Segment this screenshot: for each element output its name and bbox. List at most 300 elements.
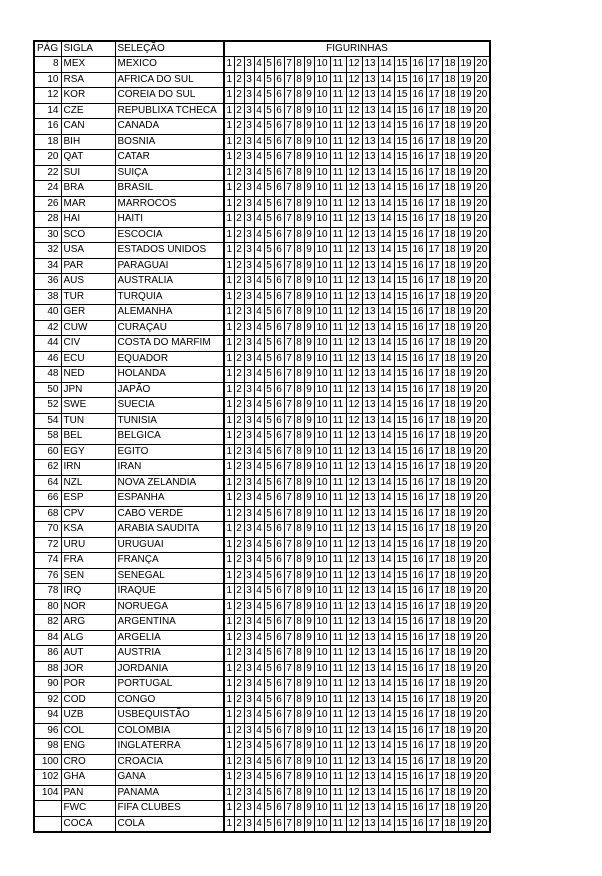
sticker-cell[interactable]: 16 bbox=[410, 553, 426, 569]
sticker-cell[interactable]: 19 bbox=[458, 181, 474, 197]
sticker-cell[interactable]: 20 bbox=[474, 212, 490, 228]
sticker-cell[interactable]: 6 bbox=[274, 119, 284, 135]
sticker-cell[interactable]: 13 bbox=[362, 367, 378, 383]
sticker-cell[interactable]: 6 bbox=[274, 134, 284, 150]
sticker-cell[interactable]: 10 bbox=[314, 692, 330, 708]
sticker-cell[interactable]: 9 bbox=[304, 72, 314, 88]
sticker-cell[interactable]: 16 bbox=[410, 243, 426, 259]
sticker-cell[interactable]: 16 bbox=[410, 289, 426, 305]
sticker-cell[interactable]: 19 bbox=[458, 491, 474, 507]
sticker-cell[interactable]: 1 bbox=[224, 382, 234, 398]
sticker-cell[interactable]: 19 bbox=[458, 553, 474, 569]
sticker-cell[interactable]: 16 bbox=[410, 103, 426, 119]
sticker-cell[interactable]: 8 bbox=[294, 708, 304, 724]
sticker-cell[interactable]: 5 bbox=[264, 615, 274, 631]
sticker-cell[interactable]: 11 bbox=[330, 72, 346, 88]
sticker-cell[interactable]: 8 bbox=[294, 522, 304, 538]
sticker-cell[interactable]: 6 bbox=[274, 475, 284, 491]
sticker-cell[interactable]: 2 bbox=[234, 134, 244, 150]
sticker-cell[interactable]: 20 bbox=[474, 382, 490, 398]
sticker-cell[interactable]: 16 bbox=[410, 816, 426, 832]
sticker-cell[interactable]: 10 bbox=[314, 274, 330, 290]
sticker-cell[interactable]: 11 bbox=[330, 196, 346, 212]
sticker-cell[interactable]: 9 bbox=[304, 754, 314, 770]
sticker-cell[interactable]: 14 bbox=[378, 506, 394, 522]
sticker-cell[interactable]: 2 bbox=[234, 212, 244, 228]
sticker-cell[interactable]: 9 bbox=[304, 305, 314, 321]
sticker-cell[interactable]: 19 bbox=[458, 150, 474, 166]
sticker-cell[interactable]: 11 bbox=[330, 661, 346, 677]
sticker-cell[interactable]: 4 bbox=[254, 336, 264, 352]
sticker-cell[interactable]: 13 bbox=[362, 150, 378, 166]
sticker-cell[interactable]: 12 bbox=[346, 723, 362, 739]
sticker-cell[interactable]: 19 bbox=[458, 119, 474, 135]
sticker-cell[interactable]: 20 bbox=[474, 770, 490, 786]
sticker-cell[interactable]: 1 bbox=[224, 398, 234, 414]
sticker-cell[interactable]: 5 bbox=[264, 816, 274, 832]
sticker-cell[interactable]: 2 bbox=[234, 491, 244, 507]
sticker-cell[interactable]: 17 bbox=[426, 258, 442, 274]
sticker-cell[interactable]: 20 bbox=[474, 181, 490, 197]
sticker-cell[interactable]: 17 bbox=[426, 196, 442, 212]
sticker-cell[interactable]: 12 bbox=[346, 336, 362, 352]
sticker-cell[interactable]: 11 bbox=[330, 584, 346, 600]
sticker-cell[interactable]: 15 bbox=[394, 150, 410, 166]
sticker-cell[interactable]: 11 bbox=[330, 754, 346, 770]
sticker-cell[interactable]: 7 bbox=[284, 599, 294, 615]
sticker-cell[interactable]: 4 bbox=[254, 134, 264, 150]
sticker-cell[interactable]: 15 bbox=[394, 243, 410, 259]
sticker-cell[interactable]: 6 bbox=[274, 398, 284, 414]
sticker-cell[interactable]: 8 bbox=[294, 88, 304, 104]
sticker-cell[interactable]: 18 bbox=[442, 351, 458, 367]
sticker-cell[interactable]: 15 bbox=[394, 491, 410, 507]
sticker-cell[interactable]: 14 bbox=[378, 413, 394, 429]
sticker-cell[interactable]: 2 bbox=[234, 289, 244, 305]
sticker-cell[interactable]: 19 bbox=[458, 274, 474, 290]
sticker-cell[interactable]: 13 bbox=[362, 181, 378, 197]
sticker-cell[interactable]: 20 bbox=[474, 801, 490, 817]
sticker-cell[interactable]: 7 bbox=[284, 801, 294, 817]
sticker-cell[interactable]: 2 bbox=[234, 801, 244, 817]
sticker-cell[interactable]: 8 bbox=[294, 351, 304, 367]
sticker-cell[interactable]: 16 bbox=[410, 584, 426, 600]
sticker-cell[interactable]: 3 bbox=[244, 537, 254, 553]
sticker-cell[interactable]: 8 bbox=[294, 212, 304, 228]
sticker-cell[interactable]: 18 bbox=[442, 72, 458, 88]
sticker-cell[interactable]: 11 bbox=[330, 351, 346, 367]
sticker-cell[interactable]: 4 bbox=[254, 212, 264, 228]
sticker-cell[interactable]: 9 bbox=[304, 646, 314, 662]
sticker-cell[interactable]: 18 bbox=[442, 537, 458, 553]
sticker-cell[interactable]: 6 bbox=[274, 150, 284, 166]
sticker-cell[interactable]: 3 bbox=[244, 103, 254, 119]
sticker-cell[interactable]: 18 bbox=[442, 320, 458, 336]
sticker-cell[interactable]: 17 bbox=[426, 646, 442, 662]
sticker-cell[interactable]: 10 bbox=[314, 336, 330, 352]
sticker-cell[interactable]: 8 bbox=[294, 506, 304, 522]
sticker-cell[interactable]: 16 bbox=[410, 336, 426, 352]
sticker-cell[interactable]: 16 bbox=[410, 460, 426, 476]
sticker-cell[interactable]: 6 bbox=[274, 320, 284, 336]
sticker-cell[interactable]: 18 bbox=[442, 289, 458, 305]
sticker-cell[interactable]: 12 bbox=[346, 630, 362, 646]
sticker-cell[interactable]: 12 bbox=[346, 553, 362, 569]
sticker-cell[interactable]: 6 bbox=[274, 367, 284, 383]
sticker-cell[interactable]: 14 bbox=[378, 196, 394, 212]
sticker-cell[interactable]: 7 bbox=[284, 150, 294, 166]
sticker-cell[interactable]: 4 bbox=[254, 57, 264, 73]
sticker-cell[interactable]: 13 bbox=[362, 398, 378, 414]
sticker-cell[interactable]: 12 bbox=[346, 367, 362, 383]
sticker-cell[interactable]: 2 bbox=[234, 646, 244, 662]
sticker-cell[interactable]: 17 bbox=[426, 181, 442, 197]
sticker-cell[interactable]: 17 bbox=[426, 522, 442, 538]
sticker-cell[interactable]: 3 bbox=[244, 599, 254, 615]
sticker-cell[interactable]: 17 bbox=[426, 119, 442, 135]
sticker-cell[interactable]: 3 bbox=[244, 754, 254, 770]
sticker-cell[interactable]: 13 bbox=[362, 289, 378, 305]
sticker-cell[interactable]: 13 bbox=[362, 57, 378, 73]
sticker-cell[interactable]: 1 bbox=[224, 150, 234, 166]
sticker-cell[interactable]: 12 bbox=[346, 661, 362, 677]
sticker-cell[interactable]: 9 bbox=[304, 382, 314, 398]
sticker-cell[interactable]: 19 bbox=[458, 413, 474, 429]
sticker-cell[interactable]: 11 bbox=[330, 382, 346, 398]
sticker-cell[interactable]: 18 bbox=[442, 522, 458, 538]
sticker-cell[interactable]: 18 bbox=[442, 398, 458, 414]
sticker-cell[interactable]: 7 bbox=[284, 553, 294, 569]
sticker-cell[interactable]: 3 bbox=[244, 475, 254, 491]
sticker-cell[interactable]: 19 bbox=[458, 708, 474, 724]
sticker-cell[interactable]: 4 bbox=[254, 739, 264, 755]
sticker-cell[interactable]: 1 bbox=[224, 816, 234, 832]
sticker-cell[interactable]: 12 bbox=[346, 692, 362, 708]
sticker-cell[interactable]: 17 bbox=[426, 243, 442, 259]
sticker-cell[interactable]: 19 bbox=[458, 305, 474, 321]
sticker-cell[interactable]: 19 bbox=[458, 677, 474, 693]
sticker-cell[interactable]: 5 bbox=[264, 289, 274, 305]
sticker-cell[interactable]: 13 bbox=[362, 165, 378, 181]
sticker-cell[interactable]: 6 bbox=[274, 568, 284, 584]
sticker-cell[interactable]: 6 bbox=[274, 491, 284, 507]
sticker-cell[interactable]: 1 bbox=[224, 305, 234, 321]
sticker-cell[interactable]: 2 bbox=[234, 506, 244, 522]
sticker-cell[interactable]: 6 bbox=[274, 522, 284, 538]
sticker-cell[interactable]: 11 bbox=[330, 801, 346, 817]
sticker-cell[interactable]: 11 bbox=[330, 708, 346, 724]
sticker-cell[interactable]: 6 bbox=[274, 615, 284, 631]
sticker-cell[interactable]: 12 bbox=[346, 708, 362, 724]
sticker-cell[interactable]: 16 bbox=[410, 382, 426, 398]
sticker-cell[interactable]: 19 bbox=[458, 398, 474, 414]
sticker-cell[interactable]: 6 bbox=[274, 692, 284, 708]
sticker-cell[interactable]: 15 bbox=[394, 196, 410, 212]
sticker-cell[interactable]: 12 bbox=[346, 816, 362, 832]
sticker-cell[interactable]: 5 bbox=[264, 227, 274, 243]
sticker-cell[interactable]: 13 bbox=[362, 444, 378, 460]
sticker-cell[interactable]: 15 bbox=[394, 770, 410, 786]
sticker-cell[interactable]: 16 bbox=[410, 429, 426, 445]
sticker-cell[interactable]: 13 bbox=[362, 382, 378, 398]
sticker-cell[interactable]: 11 bbox=[330, 630, 346, 646]
sticker-cell[interactable]: 19 bbox=[458, 444, 474, 460]
sticker-cell[interactable]: 4 bbox=[254, 181, 264, 197]
sticker-cell[interactable]: 1 bbox=[224, 739, 234, 755]
sticker-cell[interactable]: 18 bbox=[442, 754, 458, 770]
sticker-cell[interactable]: 11 bbox=[330, 274, 346, 290]
sticker-cell[interactable]: 16 bbox=[410, 537, 426, 553]
sticker-cell[interactable]: 19 bbox=[458, 382, 474, 398]
sticker-cell[interactable]: 16 bbox=[410, 227, 426, 243]
sticker-cell[interactable]: 4 bbox=[254, 382, 264, 398]
sticker-cell[interactable]: 8 bbox=[294, 243, 304, 259]
sticker-cell[interactable]: 4 bbox=[254, 708, 264, 724]
sticker-cell[interactable]: 16 bbox=[410, 723, 426, 739]
sticker-cell[interactable]: 5 bbox=[264, 444, 274, 460]
sticker-cell[interactable]: 18 bbox=[442, 119, 458, 135]
sticker-cell[interactable]: 16 bbox=[410, 181, 426, 197]
sticker-cell[interactable]: 9 bbox=[304, 289, 314, 305]
sticker-cell[interactable]: 4 bbox=[254, 630, 264, 646]
sticker-cell[interactable]: 20 bbox=[474, 522, 490, 538]
sticker-cell[interactable]: 18 bbox=[442, 708, 458, 724]
sticker-cell[interactable]: 6 bbox=[274, 785, 284, 801]
sticker-cell[interactable]: 18 bbox=[442, 227, 458, 243]
sticker-cell[interactable]: 19 bbox=[458, 212, 474, 228]
sticker-cell[interactable]: 15 bbox=[394, 584, 410, 600]
sticker-cell[interactable]: 7 bbox=[284, 413, 294, 429]
sticker-cell[interactable]: 20 bbox=[474, 584, 490, 600]
sticker-cell[interactable]: 19 bbox=[458, 320, 474, 336]
sticker-cell[interactable]: 15 bbox=[394, 305, 410, 321]
sticker-cell[interactable]: 13 bbox=[362, 615, 378, 631]
sticker-cell[interactable]: 11 bbox=[330, 289, 346, 305]
sticker-cell[interactable]: 14 bbox=[378, 429, 394, 445]
sticker-cell[interactable]: 3 bbox=[244, 460, 254, 476]
sticker-cell[interactable]: 20 bbox=[474, 692, 490, 708]
sticker-cell[interactable]: 15 bbox=[394, 367, 410, 383]
sticker-cell[interactable]: 16 bbox=[410, 677, 426, 693]
sticker-cell[interactable]: 6 bbox=[274, 274, 284, 290]
sticker-cell[interactable]: 12 bbox=[346, 615, 362, 631]
sticker-cell[interactable]: 1 bbox=[224, 754, 234, 770]
sticker-cell[interactable]: 4 bbox=[254, 677, 264, 693]
sticker-cell[interactable]: 6 bbox=[274, 413, 284, 429]
sticker-cell[interactable]: 17 bbox=[426, 382, 442, 398]
sticker-cell[interactable]: 18 bbox=[442, 475, 458, 491]
sticker-cell[interactable]: 4 bbox=[254, 522, 264, 538]
sticker-cell[interactable]: 1 bbox=[224, 491, 234, 507]
sticker-cell[interactable]: 17 bbox=[426, 754, 442, 770]
sticker-cell[interactable]: 1 bbox=[224, 475, 234, 491]
sticker-cell[interactable]: 10 bbox=[314, 165, 330, 181]
sticker-cell[interactable]: 13 bbox=[362, 522, 378, 538]
sticker-cell[interactable]: 10 bbox=[314, 258, 330, 274]
sticker-cell[interactable]: 16 bbox=[410, 646, 426, 662]
sticker-cell[interactable]: 14 bbox=[378, 227, 394, 243]
sticker-cell[interactable]: 14 bbox=[378, 754, 394, 770]
sticker-cell[interactable]: 20 bbox=[474, 274, 490, 290]
sticker-cell[interactable]: 20 bbox=[474, 119, 490, 135]
sticker-cell[interactable]: 4 bbox=[254, 475, 264, 491]
sticker-cell[interactable]: 16 bbox=[410, 258, 426, 274]
sticker-cell[interactable]: 3 bbox=[244, 196, 254, 212]
sticker-cell[interactable]: 17 bbox=[426, 212, 442, 228]
sticker-cell[interactable]: 18 bbox=[442, 150, 458, 166]
sticker-cell[interactable]: 14 bbox=[378, 816, 394, 832]
sticker-cell[interactable]: 19 bbox=[458, 227, 474, 243]
sticker-cell[interactable]: 14 bbox=[378, 460, 394, 476]
sticker-cell[interactable]: 17 bbox=[426, 568, 442, 584]
sticker-cell[interactable]: 1 bbox=[224, 336, 234, 352]
sticker-cell[interactable]: 5 bbox=[264, 88, 274, 104]
sticker-cell[interactable]: 10 bbox=[314, 553, 330, 569]
sticker-cell[interactable]: 3 bbox=[244, 615, 254, 631]
sticker-cell[interactable]: 20 bbox=[474, 367, 490, 383]
sticker-cell[interactable]: 11 bbox=[330, 522, 346, 538]
sticker-cell[interactable]: 2 bbox=[234, 692, 244, 708]
sticker-cell[interactable]: 9 bbox=[304, 165, 314, 181]
sticker-cell[interactable]: 7 bbox=[284, 630, 294, 646]
sticker-cell[interactable]: 10 bbox=[314, 227, 330, 243]
sticker-cell[interactable]: 12 bbox=[346, 57, 362, 73]
sticker-cell[interactable]: 4 bbox=[254, 88, 264, 104]
sticker-cell[interactable]: 12 bbox=[346, 196, 362, 212]
sticker-cell[interactable]: 12 bbox=[346, 537, 362, 553]
sticker-cell[interactable]: 5 bbox=[264, 413, 274, 429]
sticker-cell[interactable]: 17 bbox=[426, 367, 442, 383]
sticker-cell[interactable]: 20 bbox=[474, 196, 490, 212]
sticker-cell[interactable]: 14 bbox=[378, 305, 394, 321]
sticker-cell[interactable]: 14 bbox=[378, 88, 394, 104]
sticker-cell[interactable]: 3 bbox=[244, 227, 254, 243]
sticker-cell[interactable]: 12 bbox=[346, 444, 362, 460]
sticker-cell[interactable]: 2 bbox=[234, 599, 244, 615]
sticker-cell[interactable]: 3 bbox=[244, 429, 254, 445]
sticker-cell[interactable]: 2 bbox=[234, 243, 244, 259]
sticker-cell[interactable]: 16 bbox=[410, 599, 426, 615]
sticker-cell[interactable]: 20 bbox=[474, 646, 490, 662]
sticker-cell[interactable]: 17 bbox=[426, 584, 442, 600]
sticker-cell[interactable]: 8 bbox=[294, 320, 304, 336]
sticker-cell[interactable]: 8 bbox=[294, 165, 304, 181]
sticker-cell[interactable]: 9 bbox=[304, 692, 314, 708]
sticker-cell[interactable]: 9 bbox=[304, 475, 314, 491]
sticker-cell[interactable]: 2 bbox=[234, 88, 244, 104]
sticker-cell[interactable]: 15 bbox=[394, 646, 410, 662]
sticker-cell[interactable]: 9 bbox=[304, 599, 314, 615]
sticker-cell[interactable]: 8 bbox=[294, 227, 304, 243]
sticker-cell[interactable]: 20 bbox=[474, 475, 490, 491]
sticker-cell[interactable]: 6 bbox=[274, 305, 284, 321]
sticker-cell[interactable]: 9 bbox=[304, 320, 314, 336]
sticker-cell[interactable]: 10 bbox=[314, 181, 330, 197]
sticker-cell[interactable]: 2 bbox=[234, 754, 244, 770]
sticker-cell[interactable]: 16 bbox=[410, 770, 426, 786]
sticker-cell[interactable]: 19 bbox=[458, 646, 474, 662]
sticker-cell[interactable]: 4 bbox=[254, 491, 264, 507]
sticker-cell[interactable]: 5 bbox=[264, 661, 274, 677]
sticker-cell[interactable]: 2 bbox=[234, 119, 244, 135]
sticker-cell[interactable]: 2 bbox=[234, 413, 244, 429]
sticker-cell[interactable]: 1 bbox=[224, 599, 234, 615]
sticker-cell[interactable]: 1 bbox=[224, 413, 234, 429]
sticker-cell[interactable]: 15 bbox=[394, 320, 410, 336]
sticker-cell[interactable]: 3 bbox=[244, 677, 254, 693]
sticker-cell[interactable]: 14 bbox=[378, 72, 394, 88]
sticker-cell[interactable]: 7 bbox=[284, 754, 294, 770]
sticker-cell[interactable]: 11 bbox=[330, 398, 346, 414]
sticker-cell[interactable]: 16 bbox=[410, 150, 426, 166]
sticker-cell[interactable]: 3 bbox=[244, 568, 254, 584]
sticker-cell[interactable]: 16 bbox=[410, 491, 426, 507]
sticker-cell[interactable]: 11 bbox=[330, 770, 346, 786]
sticker-cell[interactable]: 8 bbox=[294, 57, 304, 73]
sticker-cell[interactable]: 9 bbox=[304, 723, 314, 739]
sticker-cell[interactable]: 16 bbox=[410, 630, 426, 646]
sticker-cell[interactable]: 17 bbox=[426, 553, 442, 569]
sticker-cell[interactable]: 10 bbox=[314, 460, 330, 476]
sticker-cell[interactable]: 13 bbox=[362, 336, 378, 352]
sticker-cell[interactable]: 9 bbox=[304, 227, 314, 243]
sticker-cell[interactable]: 10 bbox=[314, 134, 330, 150]
sticker-cell[interactable]: 14 bbox=[378, 274, 394, 290]
sticker-cell[interactable]: 2 bbox=[234, 522, 244, 538]
sticker-cell[interactable]: 3 bbox=[244, 72, 254, 88]
sticker-cell[interactable]: 16 bbox=[410, 754, 426, 770]
sticker-cell[interactable]: 13 bbox=[362, 491, 378, 507]
sticker-cell[interactable]: 2 bbox=[234, 103, 244, 119]
sticker-cell[interactable]: 19 bbox=[458, 522, 474, 538]
sticker-cell[interactable]: 11 bbox=[330, 723, 346, 739]
sticker-cell[interactable]: 18 bbox=[442, 460, 458, 476]
sticker-cell[interactable]: 17 bbox=[426, 537, 442, 553]
sticker-cell[interactable]: 1 bbox=[224, 506, 234, 522]
sticker-cell[interactable]: 2 bbox=[234, 553, 244, 569]
sticker-cell[interactable]: 9 bbox=[304, 630, 314, 646]
sticker-cell[interactable]: 5 bbox=[264, 708, 274, 724]
sticker-cell[interactable]: 1 bbox=[224, 367, 234, 383]
sticker-cell[interactable]: 18 bbox=[442, 57, 458, 73]
sticker-cell[interactable]: 12 bbox=[346, 398, 362, 414]
sticker-cell[interactable]: 3 bbox=[244, 57, 254, 73]
sticker-cell[interactable]: 3 bbox=[244, 289, 254, 305]
sticker-cell[interactable]: 12 bbox=[346, 522, 362, 538]
sticker-cell[interactable]: 11 bbox=[330, 212, 346, 228]
sticker-cell[interactable]: 8 bbox=[294, 274, 304, 290]
sticker-cell[interactable]: 5 bbox=[264, 739, 274, 755]
sticker-cell[interactable]: 7 bbox=[284, 816, 294, 832]
sticker-cell[interactable]: 5 bbox=[264, 134, 274, 150]
sticker-cell[interactable]: 3 bbox=[244, 413, 254, 429]
sticker-cell[interactable]: 17 bbox=[426, 336, 442, 352]
sticker-cell[interactable]: 17 bbox=[426, 274, 442, 290]
sticker-cell[interactable]: 10 bbox=[314, 320, 330, 336]
sticker-cell[interactable]: 18 bbox=[442, 692, 458, 708]
sticker-cell[interactable]: 11 bbox=[330, 739, 346, 755]
sticker-cell[interactable]: 10 bbox=[314, 522, 330, 538]
sticker-cell[interactable]: 10 bbox=[314, 382, 330, 398]
sticker-cell[interactable]: 4 bbox=[254, 367, 264, 383]
sticker-cell[interactable]: 1 bbox=[224, 801, 234, 817]
sticker-cell[interactable]: 6 bbox=[274, 181, 284, 197]
sticker-cell[interactable]: 11 bbox=[330, 103, 346, 119]
sticker-cell[interactable]: 14 bbox=[378, 475, 394, 491]
sticker-cell[interactable]: 17 bbox=[426, 165, 442, 181]
sticker-cell[interactable]: 8 bbox=[294, 181, 304, 197]
sticker-cell[interactable]: 18 bbox=[442, 367, 458, 383]
